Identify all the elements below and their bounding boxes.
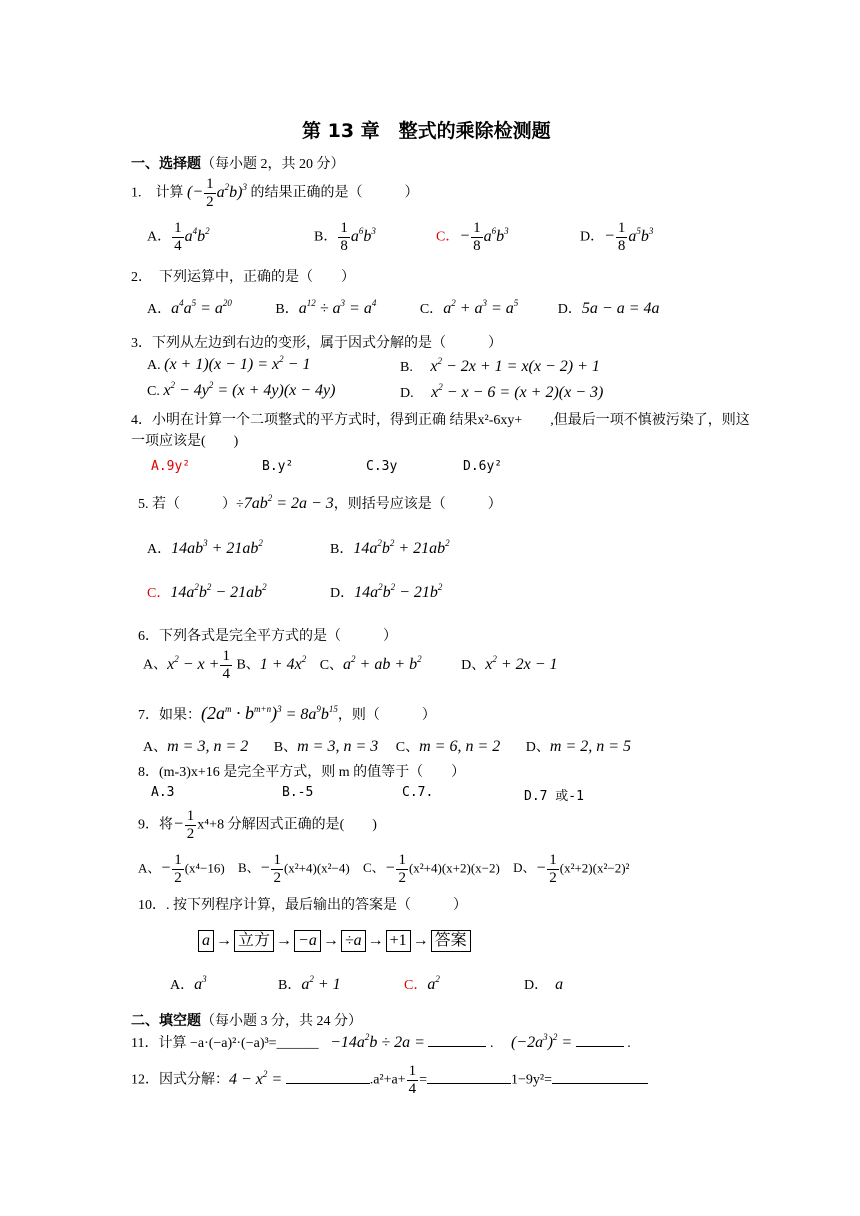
question-4-line-1: 4．小明在计算一个二项整式的平方式时，得到正确 结果x²-6xy+ ,但最后一项不慎被污染了，则这 (131, 413, 750, 428)
q5-option-a: A．$14ab^3 + 21ab^2$ (147, 538, 263, 557)
question-5: 5. 若（ ）$\div 7ab^2 = 2a - 3$，则括号应该是（ ） (138, 493, 502, 512)
q1-option-a: A． $\frac{1}{4}$ $a^4b^2$ (147, 220, 210, 254)
question-4-line-2: 一项应该是( ) (131, 434, 239, 449)
section-fill-header: 二、填空题（每小题 3 分，共 24 分） (131, 1013, 362, 1029)
flow-step-cube: 立方 (234, 930, 274, 952)
flow-step-minus-a: −a (294, 930, 321, 952)
q8-option-d: D.7 或-1 (524, 789, 584, 804)
question-9: 9．将− $\frac{1}{2}$ x⁴+8 分解因式正确的是( ) (138, 808, 377, 842)
q6-options: A、$x^2 - x$ + $\frac{1}{4}$ B、$1 + 4x^2$ C、$a^2$ + ab + $b^2$ D、$x^2 + 2x - 1$ (143, 648, 558, 682)
q3-option-b: B. $x^2 - 2x + 1 = x(x - 2) + 1$ (400, 356, 600, 375)
question-8: 8．(m-3)x+16 是完全平方式，则 m 的值等于（ ） (138, 765, 466, 780)
flow-step-answer: 答案 (431, 930, 471, 952)
q3-option-a: A. $(x + 1)(x - 1) = x^2 - 1$ (147, 354, 311, 373)
q10-option-b: B．$a^2 + 1$ (278, 974, 341, 993)
q8-option-a: A.3 (151, 785, 175, 800)
q10-option-c: C．$a^2$ (404, 974, 440, 993)
q3-option-d: D. $x^2 - x - 6 = (x + 2)(x - 3)$ (400, 382, 604, 401)
q4-option-a: A.9y² (151, 459, 191, 474)
q4-option-c: C.3y (366, 459, 398, 474)
question-12: 12．因式分解：$4 - x^2 = .a^2+a+$ $\frac{1}{4}$ = 1−9y²= (131, 1063, 648, 1098)
flow-step-divide-a: ÷a (341, 930, 366, 952)
q5-option-c: C．$14a^2b^2 - 21ab^2$ (147, 582, 267, 601)
flow-step-plus-one: +1 (386, 930, 411, 952)
question-7: 7．如果：$(2a^m \cdot b^{m+n})^3 = 8a^9b^{15}$，则（ ） (138, 703, 436, 723)
q5-option-b: B．$14a^2b^2 + 21ab^2$ (330, 538, 450, 557)
question-11: 11．计算 −a·(−a)²·(−a)³=______ $-14a^2b \div 2a$ = . $(-2a^3)^2$ = . (131, 1032, 631, 1051)
q1-option-d: D．− $\frac{1}{8}$ $a^5b^3$ (580, 220, 654, 254)
question-3: 3．下列从左边到右边的变形，属于因式分解的是（ ） (131, 336, 502, 351)
q1-option-b: B． $\frac{1}{8}$ $a^6b^3$ (314, 220, 376, 254)
q1-option-c: C．− $\frac{1}{8}$ $a^6b^3$ (436, 220, 509, 254)
q8-option-b: B.-5 (282, 785, 314, 800)
q10-option-d: D． a (524, 976, 564, 993)
section-choice-header: 一、选择题（每小题 2，共 20 分） (131, 156, 345, 172)
question-10: 10．. 按下列程序计算，最后输出的答案是（ ） (138, 898, 467, 913)
q10-option-a: A．$a^3$ (170, 974, 207, 993)
question-1: 1. 计算 (− $\frac{1}{2}$ $a^2b)^3$ 的结果正确的是（ ） (131, 176, 419, 210)
question-2: 2． 下列运算中，正确的是（ ） (131, 270, 355, 285)
q5-option-d: D．$14a^2b^2 - 21b^2$ (330, 582, 443, 601)
q7-options: A、m = 3, n = 2 B、m = 3, n = 3 C、m = 6, n = 2 D、m = 2, n = 5 (143, 738, 632, 755)
q2-options: A．$a^4a^5 = a^{20}$ B．$a^{12} \div a^3 = a^4$ C．$a^2 + a^3 = a^5$ D．5a − a = 4a (147, 298, 660, 317)
flow-step-input: a (198, 930, 214, 952)
page-title: 第 13 章 整式的乘除检测题 (302, 120, 551, 142)
q3-option-c: C. $x^2 - 4y^2 = (x + 4y)(x - 4y)$ (147, 380, 336, 399)
q4-option-b: B.y² (262, 459, 294, 474)
q9-options: A、− $\frac{1}{2}$ (x⁴−16) B、− $\frac{1}{2}$ (x²+4)(x²−4) C、− $\frac{1}{2}$ (x²+4)(x+2)(x−2) D、− $\frac{1}{2}$ (x²+2)(x²−2)² (138, 852, 630, 886)
q10-flow-diagram: a → 立方 → −a → ÷a → +1 → 答案 (198, 930, 471, 952)
q8-option-c: C.7. (402, 785, 434, 800)
q4-option-d: D.6y² (463, 459, 503, 474)
question-6: 6．下列各式是完全平方式的是（ ） (138, 629, 397, 644)
